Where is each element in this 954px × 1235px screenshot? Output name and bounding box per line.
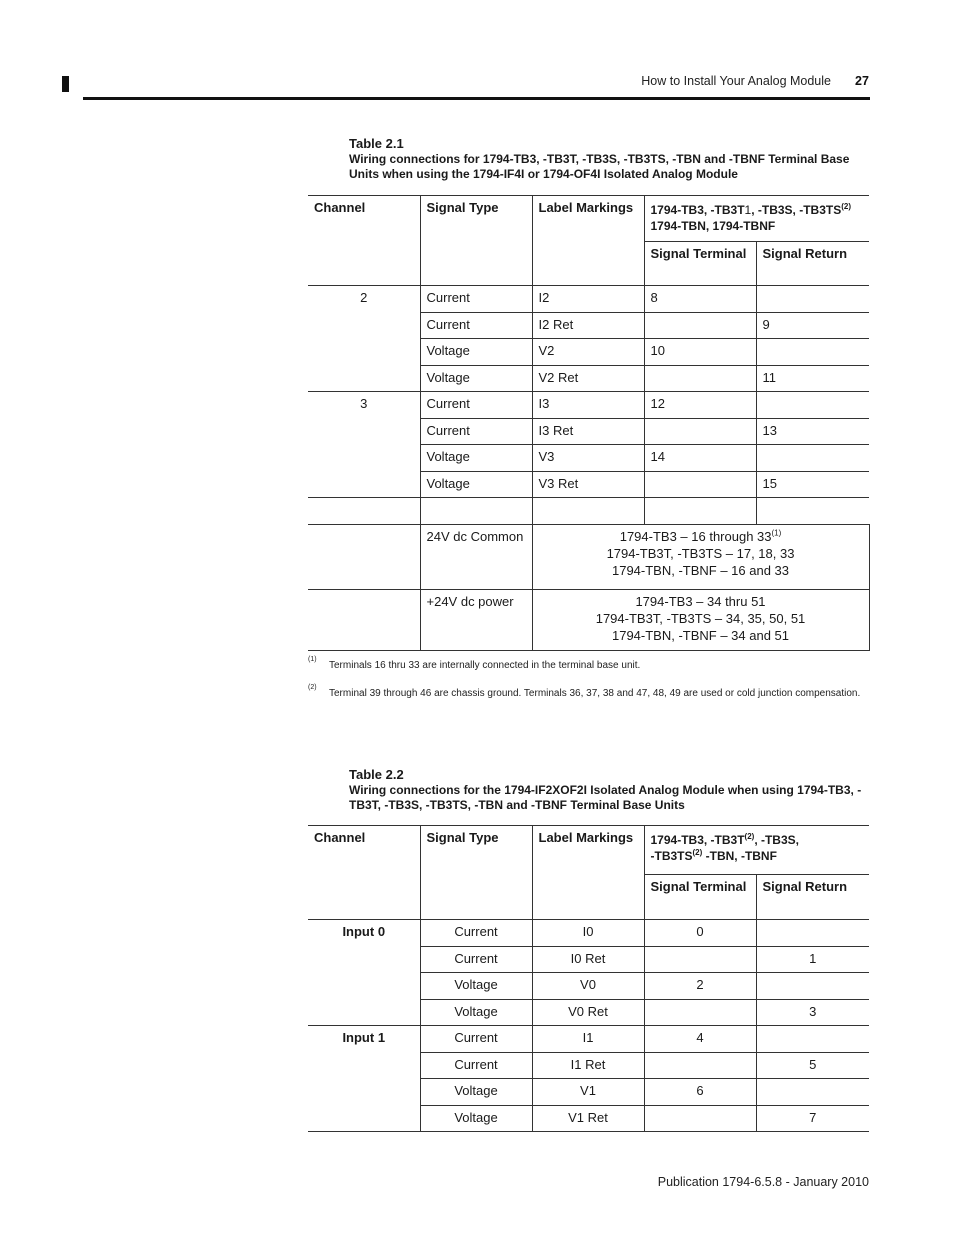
table1-cell-label: I2 [532, 286, 644, 313]
table1-cell-type: Current [420, 392, 532, 419]
table1-cell-return: 13 [756, 418, 869, 445]
table2-header-signal-return: Signal Return [756, 875, 869, 920]
table1-cell-type: Voltage [420, 339, 532, 366]
table2-cell-type: Voltage [420, 1105, 532, 1132]
table2-cell-return: 5 [756, 1052, 869, 1079]
table1-cell-return [756, 286, 869, 313]
table1-common-label: 24V dc Common [420, 524, 532, 589]
table1-empty-cell [308, 498, 420, 525]
table2-cell-terminal: 0 [644, 920, 756, 947]
table1-cell-type: Current [420, 418, 532, 445]
table2-cell-type: Voltage [420, 973, 532, 1000]
table1-cell-terminal: 14 [644, 445, 756, 472]
table1-cell-return: 15 [756, 471, 869, 498]
table1-channel-3: 3 [308, 392, 420, 498]
table2-group-b: , -TB3S, [754, 833, 799, 847]
table1-caption: Wiring connections for 1794-TB3, -TB3T, -TB3S, -TB3TS, -TBN and -TBNF Terminal Base Units when using the 1794-IF4I or 1794-OF4I Isolated Analog Module [349, 151, 850, 181]
table2-group-a: 1794-TB3, -TB3T [650, 833, 745, 847]
table2-channel-input-0: Input 0 [308, 920, 420, 1026]
table1-cell-terminal [644, 312, 756, 339]
table1-power-line3: 1794-TBN, -TBNF – 34 and 51 [611, 627, 790, 643]
table2-header-label-markings: Label Markings [532, 826, 644, 920]
table2-label: Table 2.2 [349, 767, 404, 782]
table2-channel-input-1: Input 1 [308, 1026, 420, 1132]
table2-cell-label: I0 Ret [532, 946, 644, 973]
table1-cell-label: V2 [532, 339, 644, 366]
table1-header-channel: Channel [308, 196, 420, 286]
footnote-2-text: Terminal 39 through 46 are chassis ground. Terminals 36, 37, 38 and 47, 48, 49 are used or cold junction compensation. [329, 688, 861, 699]
table2-cell-label: V0 [532, 973, 644, 1000]
table1-empty-cell [532, 498, 644, 525]
header-marker [62, 76, 69, 92]
table1-power-line1: 1794-TB3 – 34 thru 51 [635, 593, 766, 609]
table2-cell-return [756, 1026, 869, 1053]
table1-common-terminals [532, 524, 869, 589]
table2-cell-terminal: 4 [644, 1026, 756, 1053]
table1-cell-return: 11 [756, 365, 869, 392]
table2 [308, 825, 869, 1132]
table2-cell-type: Current [420, 920, 532, 947]
table2-cell-terminal [644, 1105, 756, 1132]
header-rule [83, 97, 870, 100]
footnote-ref-2: (2) [692, 848, 703, 857]
table1-group-c: , -TB3S, -TB3TS [751, 203, 842, 217]
table2-group-d: -TBN, -TBNF [702, 849, 777, 863]
table1-header-signal-terminal: Signal Terminal [644, 242, 756, 286]
table1-cell-return: 9 [756, 312, 869, 339]
table1-caption-block [349, 136, 869, 183]
page-number: 27 [855, 74, 869, 88]
table2-header-signal-type: Signal Type [420, 826, 532, 920]
table1-common-line3: 1794-TBN, -TBNF – 16 and 33 [611, 562, 790, 578]
table1-cell-terminal [644, 418, 756, 445]
table2-cell-terminal: 2 [644, 973, 756, 1000]
table1-cell-terminal: 10 [644, 339, 756, 366]
table2-cell-type: Voltage [420, 1079, 532, 1106]
table1-cell-label: I2 Ret [532, 312, 644, 339]
table2-cell-label: I1 Ret [532, 1052, 644, 1079]
table1-cell-type: Current [420, 312, 532, 339]
table2-cell-label: V1 [532, 1079, 644, 1106]
footnote-ref-1: (1) [771, 528, 782, 538]
table1-cell-label: V2 Ret [532, 365, 644, 392]
table1-empty-cell [756, 498, 869, 525]
table2-cell-terminal [644, 946, 756, 973]
table2-cell-terminal [644, 1052, 756, 1079]
table1-cell-return [756, 339, 869, 366]
table2-header-signal-terminal: Signal Terminal [644, 875, 756, 920]
table2-cell-return: 3 [756, 999, 869, 1026]
table2-caption: Wiring connections for the 1794-IF2XOF2I Isolated Analog Module when using 1794-TB3, -TB3T, -TB3S, -TB3TS, -TBN and -TBNF Terminal Base Units [349, 782, 862, 812]
table1-cell-type: Voltage [420, 471, 532, 498]
table2-cell-return [756, 973, 869, 1000]
table1 [308, 195, 870, 651]
footnote-ref-2: (2) [841, 202, 852, 211]
table2-cell-label: I0 [532, 920, 644, 947]
table1-common-line2: 1794-TB3T, -TB3TS – 17, 18, 33 [606, 545, 795, 561]
publication-footer: Publication 1794-6.5.8 - January 2010 [657, 1175, 869, 1189]
table2-cell-terminal: 6 [644, 1079, 756, 1106]
footnote-1-text: Terminals 16 thru 33 are internally connected in the terminal base unit. [329, 660, 641, 671]
table1-group-a: 1794-TB3, -TB3T [650, 203, 745, 217]
table1-common-line1: 1794-TB3 – 16 through 33 [619, 528, 772, 544]
table2-group-c: -TB3TS [650, 849, 693, 863]
table2-cell-label: V1 Ret [532, 1105, 644, 1132]
table1-cell-terminal [644, 365, 756, 392]
table1-empty-cell [308, 524, 420, 589]
table1-cell-label: I3 Ret [532, 418, 644, 445]
table2-cell-label: I1 [532, 1026, 644, 1053]
table1-header-label-markings: Label Markings [532, 196, 644, 286]
table2-cell-terminal [644, 999, 756, 1026]
table1-cell-terminal [644, 471, 756, 498]
table1-cell-terminal: 12 [644, 392, 756, 419]
table2-cell-return [756, 1079, 869, 1106]
table1-cell-return [756, 392, 869, 419]
table1-power-label: +24V dc power [420, 589, 532, 650]
table1-cell-return [756, 445, 869, 472]
table1-cell-type: Voltage [420, 445, 532, 472]
table1-header-signal-type: Signal Type [420, 196, 532, 286]
table1-empty-cell [308, 589, 420, 650]
table2-cell-return: 7 [756, 1105, 869, 1132]
table1-header-terminal-group [644, 196, 869, 242]
table1-cell-type: Voltage [420, 365, 532, 392]
footnote-ref-2: (2) [744, 832, 755, 841]
table1-cell-terminal: 8 [644, 286, 756, 313]
table2-caption-block [349, 767, 869, 814]
table2-cell-type: Current [420, 946, 532, 973]
table1-cell-type: Current [420, 286, 532, 313]
table1-cell-label: V3 [532, 445, 644, 472]
table2-cell-return: 1 [756, 946, 869, 973]
table2-cell-label: V0 Ret [532, 999, 644, 1026]
table1-channel-2: 2 [308, 286, 420, 392]
table2-cell-type: Current [420, 1052, 532, 1079]
footnote-1-mark: (1) [308, 656, 317, 663]
table2-cell-return [756, 920, 869, 947]
table2-cell-type: Current [420, 1026, 532, 1053]
table1-empty-cell [644, 498, 756, 525]
table1-group-b: 1 [744, 203, 752, 217]
table1-power-line2: 1794-TB3T, -TB3TS – 34, 35, 50, 51 [595, 610, 806, 626]
table1-power-terminals [532, 589, 869, 650]
table1-label: Table 2.1 [349, 136, 404, 151]
table1-empty-cell [420, 498, 532, 525]
table1-cell-label: I3 [532, 392, 644, 419]
table1-header-signal-return: Signal Return [756, 242, 869, 286]
table1-group-line2: 1794-TBN, 1794-TBNF [650, 219, 776, 233]
table2-cell-type: Voltage [420, 999, 532, 1026]
table2-header-terminal-group [644, 826, 869, 875]
section-title: How to Install Your Analog Module [641, 74, 831, 88]
table1-cell-label: V3 Ret [532, 471, 644, 498]
table2-header-channel: Channel [308, 826, 420, 920]
footnote-2-mark: (2) [308, 684, 317, 691]
